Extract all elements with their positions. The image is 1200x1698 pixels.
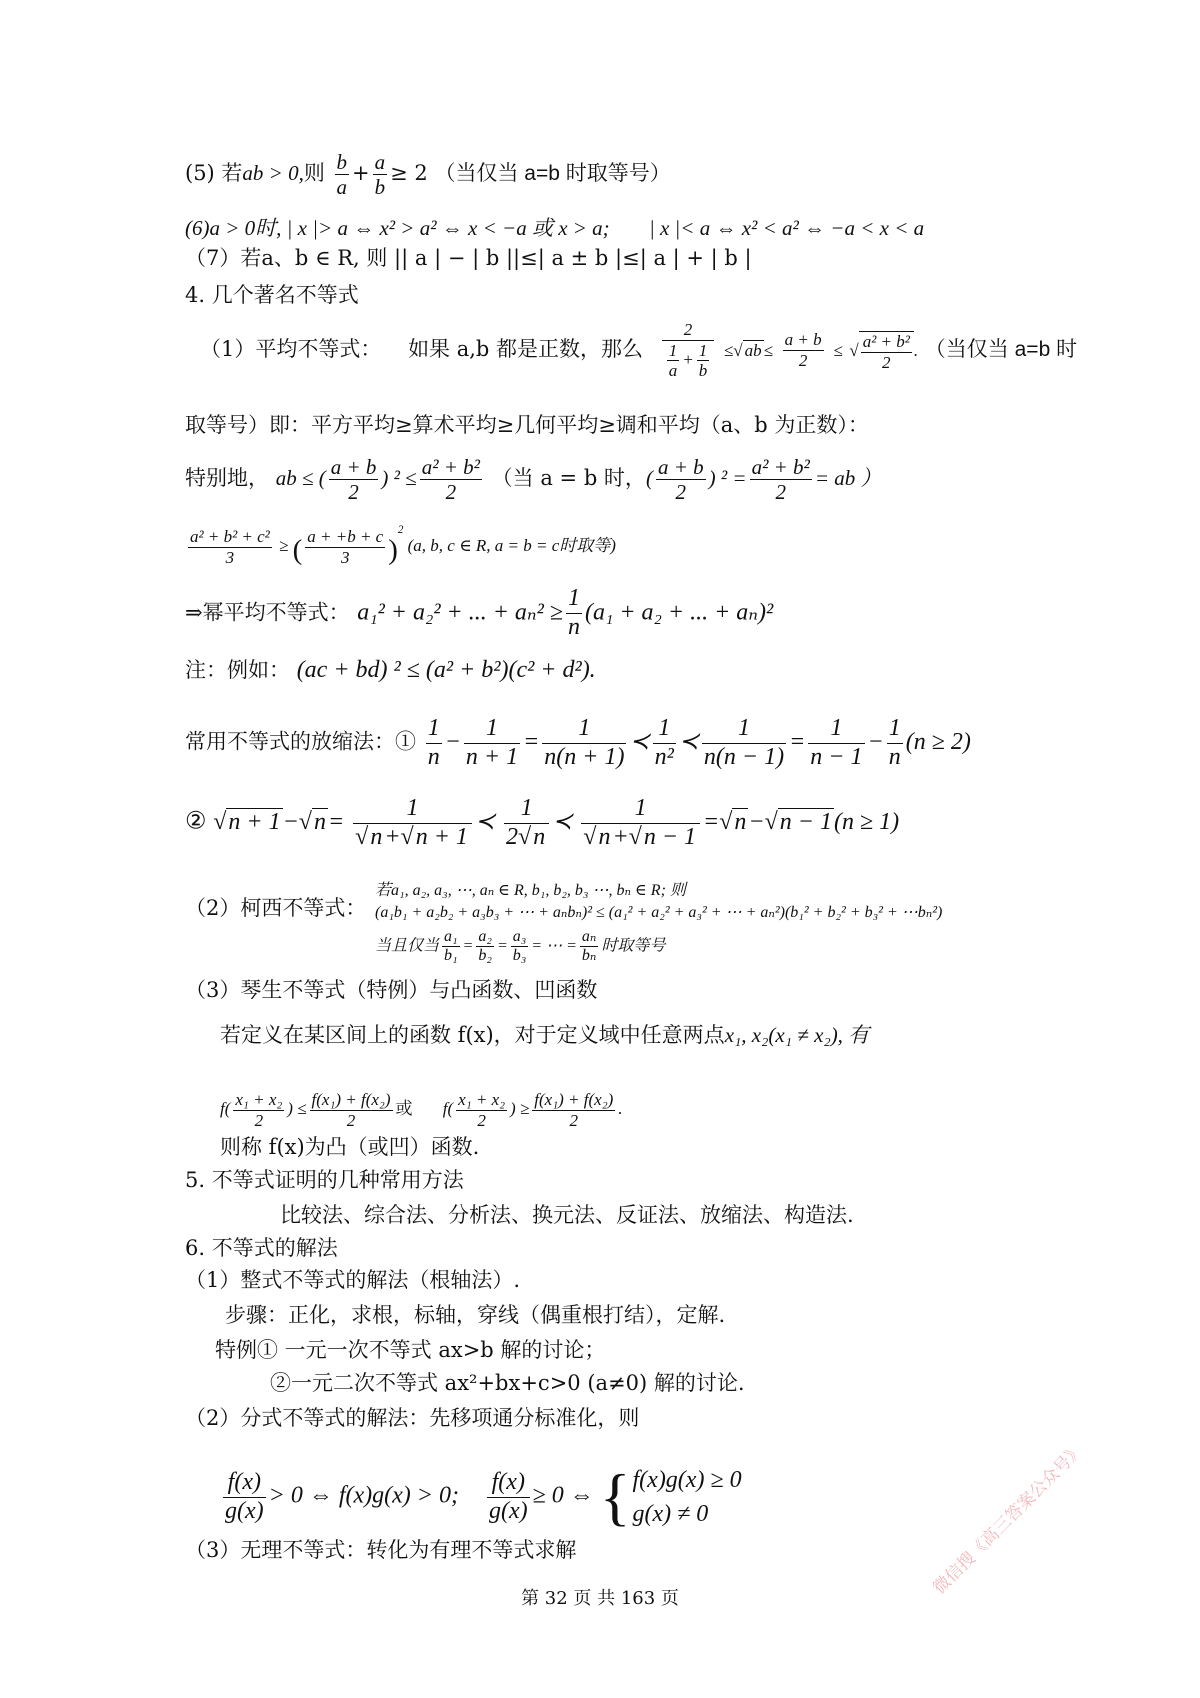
cauchy-label: （2）柯西不等式： (185, 896, 367, 920)
power-mean-inequality: ⇒幂平均不等式： a₁² + a₂² + ... + aₙ² ≥ $\frac{1}{n}$ (a₁ + a₂ + ... + aₙ)² (185, 585, 774, 640)
special-example-2: ②一元二次不等式 ax²+bx+c>0 (a≠0) 解的讨论. (270, 1371, 745, 1395)
section-4-title: 4. 几个著名不等式 (185, 283, 359, 307)
line-6: (6)a > 0时, | x |> a ⇔ x² > a² ⇔ x < −a 或 x > a; | x |< a ⇔ x² < a² ⇔ −a < x < a (185, 216, 925, 240)
harmonic-mean: 2 $\frac{1}{a}$ + $\frac{1}{b}$ (662, 320, 714, 381)
arithmetic-mean: $\frac{a + b}{2}$ (784, 330, 822, 370)
cauchy-row-1: 若a₁, a₂, a₃, ⋯, aₙ ∈ R, b₁, b₂, b₃ ⋯, bₙ ∈ R; 则 (375, 882, 686, 899)
cauchy-row-2: (a₁b₁ + a₂b₂ + a₃b₃ + ⋯ + aₙbₙ)² ≤ (a₁² + a₂² + a₃² + ⋯ + aₙ²)(b₁² + b₂² + b₃² + ⋯bₙ²) (375, 904, 943, 921)
fractional-inequality: （2）分式不等式的解法：先移项通分标准化，则 (185, 1406, 640, 1430)
scaling-method-1: 常用不等式的放缩法：① $\frac{1}{n}$ − $\frac{1}{n + 1}$ = $\frac{1}{n(n + 1)}$ ≺ $\frac{1}{\text{n²}}$ ≺ $\frac{1}{n(n - 1)}$ = $\frac{1}{n - 1}$ − $\frac{1}{n}$ (n ≥ 2) (185, 715, 971, 770)
case-brace: { f(x)g(x) ≥ 0 g(x) ≠ 0 (599, 1461, 742, 1532)
polynomial-inequality: （1）整式不等式的解法（根轴法）. (185, 1268, 521, 1292)
section-6-title: 6. 不等式的解法 (185, 1236, 338, 1260)
scaling-method-2: ② √n + 1−√n= $\frac{1}{√n+√n + 1}$ ≺ $\frac{1}{2√n}$ ≺ $\frac{1}{√n+√n - 1}$ =√n−√n − 1(n ≥ 1) (185, 795, 900, 850)
proof-methods: 比较法、综合法、分析法、换元法、反证法、放缩法、构造法. (280, 1203, 854, 1227)
cauchy-example: 注：例如： (ac + bd) ² ≤ (a² + b²)(c² + d²). (185, 657, 596, 683)
fractional-inequality-formula: $\frac{f(x)}{g(x)}$ > 0 ⇔ f(x)g(x) > 0; $\frac{f(x)}{g(x)}$ ≥ 0 ⇔ { f(x)g(x) ≥ 0 g(x) ≠ 0 (225, 1461, 742, 1532)
special-case: 特别地， ab ≤ ( $\frac{a + b}{2}$ ) ² ≤ $\frac{\text{a² + b²}}{2}$ （当 a = b 时，( $\frac{a + b}{2}$ ) ² = $\frac{\text{a² + b²}}{2}$ = ab ） (185, 455, 882, 505)
jensen-conclusion: 则称 f(x)为凸（或凹）函数. (220, 1135, 480, 1159)
jensen-inequality: f( $\frac{\text{x₁ + x₂}}{2}$ ) ≤ $\frac{\text{f(x₁) + f(x₂)}}{2}$ 或 f( $\frac{\text{x₁ + x₂}}{2}$ ) ≥ $\frac{\text{f(x₁) + f(x₂)}}{2}$ . (220, 1090, 623, 1130)
line-5: (5) 若ab > 0,则 $\frac{b}{a}$ + $\frac{a}{b}$ ≥ 2 （当仅当 a=b 时取等号） (185, 150, 671, 200)
jensen-title: （3）琴生不等式（特例）与凸函数、凹函数 (185, 978, 598, 1002)
solving-steps: 步骤：正化，求根，标轴，穿线（偶重根打结），定解. (225, 1303, 726, 1327)
watermark: 微信搜《高三答案公众号》 (929, 1440, 1088, 1599)
irrational-inequality: （3）无理不等式：转化为有理不等式求解 (185, 1538, 577, 1562)
fraction: $\frac{b}{a}$ (336, 150, 348, 200)
mean-inequality: （1）平均不等式： 如果 a,b 都是正数，那么 2 $\frac{1}{a}$ + $\frac{1}{b}$ ≤√ ab ≤ $\frac{a + b}{2}$ ≤ √ $\frac{\text{a² + b²}}{2}$ . （当仅当 a=b 时 (200, 320, 1078, 381)
line-7: （7）若a、b ∈ R, 则 || a | − | b ||≤| a ± b |≤| a | + | b | (185, 246, 752, 270)
quadratic-mean: $\frac{\text{a² + b²}}{2}$ (859, 331, 914, 372)
cauchy-row-3: 当且仅当 $\frac{\text{a₁}}{\text{b₁}}$ = $\frac{\text{a₂}}{\text{b₂}}$ = $\frac{\text{a₃}}{\text{b₃}}$ = ⋯ = $\frac{\text{aₙ}}{\text{bₙ}}$ 时取等号 (375, 928, 666, 965)
mean-inequality-note: 取等号）即：平方平均≥算术平均≥几何平均≥调和平均（a、b 为正数）： (185, 413, 869, 437)
jensen-definition: 若定义在某区间上的函数 f(x)，对于定义域中任意两点x₁, x₂(x₁ ≠ x₂), 有 (220, 1023, 870, 1047)
three-variable-inequality: $\frac{\text{a² + b² + c²}}{3}$ ≥ ( $\frac{a + +b + c}{3}$ )$^2$ (a, b, c ∈ R, a = b = c时取等) (190, 524, 616, 567)
section-5-title: 5. 不等式证明的几种常用方法 (185, 1168, 464, 1192)
fraction: $\frac{a}{b}$ (374, 150, 386, 200)
page-footer: 第 32 页 共 163 页 (521, 1588, 679, 1609)
special-example-1: 特例① 一元一次不等式 ax>b 解的讨论； (215, 1338, 606, 1362)
